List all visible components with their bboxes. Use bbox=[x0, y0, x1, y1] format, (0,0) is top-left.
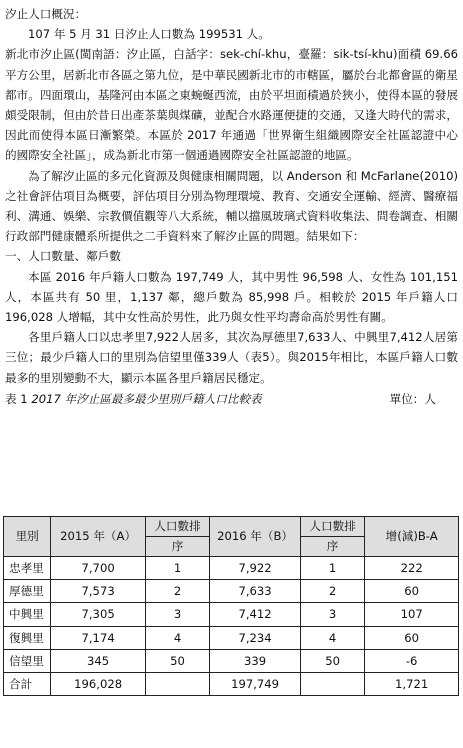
cell-diff: 1,721 bbox=[365, 672, 459, 695]
header-2016: 2016 年（B） bbox=[210, 517, 301, 557]
cell-rank-2016: 50 bbox=[300, 649, 364, 672]
table-row bbox=[4, 580, 459, 603]
cell-2016: 197,749 bbox=[210, 672, 301, 695]
table-total-row bbox=[4, 672, 459, 695]
cell-2016: 7,412 bbox=[210, 603, 301, 626]
table-row bbox=[4, 649, 459, 672]
header-diff: 增(減)B-A bbox=[365, 517, 459, 557]
table-unit: 單位：人 bbox=[389, 391, 436, 406]
table-caption-text: 2017 年汐止區最多最少里別戶籍人口比較表 bbox=[31, 391, 262, 406]
header-rank-2016-line2: 序 bbox=[300, 537, 364, 557]
table-row bbox=[4, 557, 459, 580]
cell-diff: 60 bbox=[365, 626, 459, 649]
table-caption-prefix: 表 1 bbox=[5, 391, 32, 406]
header-rank-2015: 人口數排 bbox=[145, 517, 209, 537]
cell-rank-2016 bbox=[300, 672, 364, 695]
cell-2016: 7,633 bbox=[210, 580, 301, 603]
table-row bbox=[4, 603, 459, 626]
village-paragraph: 各里戶籍人口以忠孝里7,922人居多，其次為厚德里7,633人、中興里7,412人居第三位；最少戶籍人口的里別為信望里僅339人（表5）。與2015年相比，本區戶籍人口數最多的里別變動不大，顯示本區各里戶籍居民穩定。 bbox=[5, 330, 458, 385]
section-heading: 汐止人口概況： bbox=[5, 7, 87, 21]
population-summary: 107 年 5 月 31 日汐止人口數為 199531 人。 bbox=[28, 27, 270, 42]
population-table bbox=[3, 516, 459, 696]
table-caption bbox=[5, 390, 262, 408]
subheading-population: 一、人口數量、鄰戶數 bbox=[5, 249, 121, 264]
assessment-paragraph: 為了解汐止區的多元化資源及與健康相關問題，以 Anderson 和 McFarlane(2010)之社會評估項目為概要，評估項目分別為物理環境、教育、交通安全運輸、經濟、醫療福利、溝通、娛樂、宗教價值觀等八大系統，輔以擋風玻璃式資料收集法、問卷調查、相關行政部門健康體系所提供之二手資料來了解汐止區的問題。結果如下： bbox=[5, 168, 458, 244]
cell-2016: 339 bbox=[210, 649, 301, 672]
cell-2016: 7,922 bbox=[210, 557, 301, 580]
cell-village: 中興里 bbox=[4, 603, 51, 626]
cell-rank-2016: 2 bbox=[300, 580, 364, 603]
cell-diff: -6 bbox=[365, 649, 459, 672]
cell-village: 厚德里 bbox=[4, 580, 51, 603]
table-row bbox=[4, 626, 459, 649]
header-rank-2016: 人口數排 bbox=[300, 517, 364, 537]
cell-rank-2015: 1 bbox=[145, 557, 209, 580]
cell-rank-2016: 1 bbox=[300, 557, 364, 580]
cell-rank-2016: 4 bbox=[300, 626, 364, 649]
cell-rank-2015: 50 bbox=[145, 649, 209, 672]
cell-rank-2015: 2 bbox=[145, 580, 209, 603]
header-village: 里別 bbox=[4, 517, 51, 557]
cell-diff: 107 bbox=[365, 603, 459, 626]
document-page bbox=[5, 4, 458, 408]
header-rank-2015-line2: 序 bbox=[145, 537, 209, 557]
cell-2015: 7,700 bbox=[51, 557, 146, 580]
cell-rank-2015: 3 bbox=[145, 603, 209, 626]
cell-2015: 345 bbox=[51, 649, 146, 672]
cell-2016: 7,234 bbox=[210, 626, 301, 649]
cell-2015: 7,573 bbox=[51, 580, 146, 603]
table-caption-row bbox=[5, 390, 458, 408]
cell-rank-2015: 4 bbox=[145, 626, 209, 649]
cell-village: 復興里 bbox=[4, 626, 51, 649]
cell-2015: 7,174 bbox=[51, 626, 146, 649]
household-paragraph: 本區 2016 年戶籍人口數為 197,749 人，其中男性 96,598 人、女性為 101,151 人，本區共有 50 里，1,137 鄰，總戶數為 85,998 戶。相較於 2015 年戶籍人口 196,028 人增幅，其中女性高於男性，此乃與女性平均壽命高於男性有關。 bbox=[5, 269, 458, 325]
cell-diff: 60 bbox=[365, 580, 459, 603]
cell-total-label: 合計 bbox=[4, 672, 51, 695]
cell-diff: 222 bbox=[365, 557, 459, 580]
cell-rank-2016: 3 bbox=[300, 603, 364, 626]
cell-2015: 7,305 bbox=[51, 603, 146, 626]
cell-village: 信望里 bbox=[4, 649, 51, 672]
district-description: 新北市汐止區(閩南語：汐止區，白話字：sek-chí-khu，臺羅：sik-tsí-khu)面積 69.66 平方公里，居新北市各區之第九位，是中華民國新北市的市轄區，屬於台北都會區的衛星都市。四面環山，基隆河由本區之東蜿蜒西流，由於平坦面積過於狹小，使得本區的發展頗受限制，但由於昔日出產茶葉與煤礦，並配合水路運便捷的交通，又逢大時代的需求，因此而使得本區日漸繁榮。本區於 2017 年通過「世界衛生組織國際安全社區認證中心的國際安全社區」，成為新北市第一個通過國際安全社區認證的地區。 bbox=[5, 47, 458, 163]
cell-2015: 196,028 bbox=[51, 672, 146, 695]
cell-village: 忠孝里 bbox=[4, 557, 51, 580]
cell-rank-2015 bbox=[145, 672, 209, 695]
header-2015: 2015 年（A） bbox=[51, 517, 146, 557]
